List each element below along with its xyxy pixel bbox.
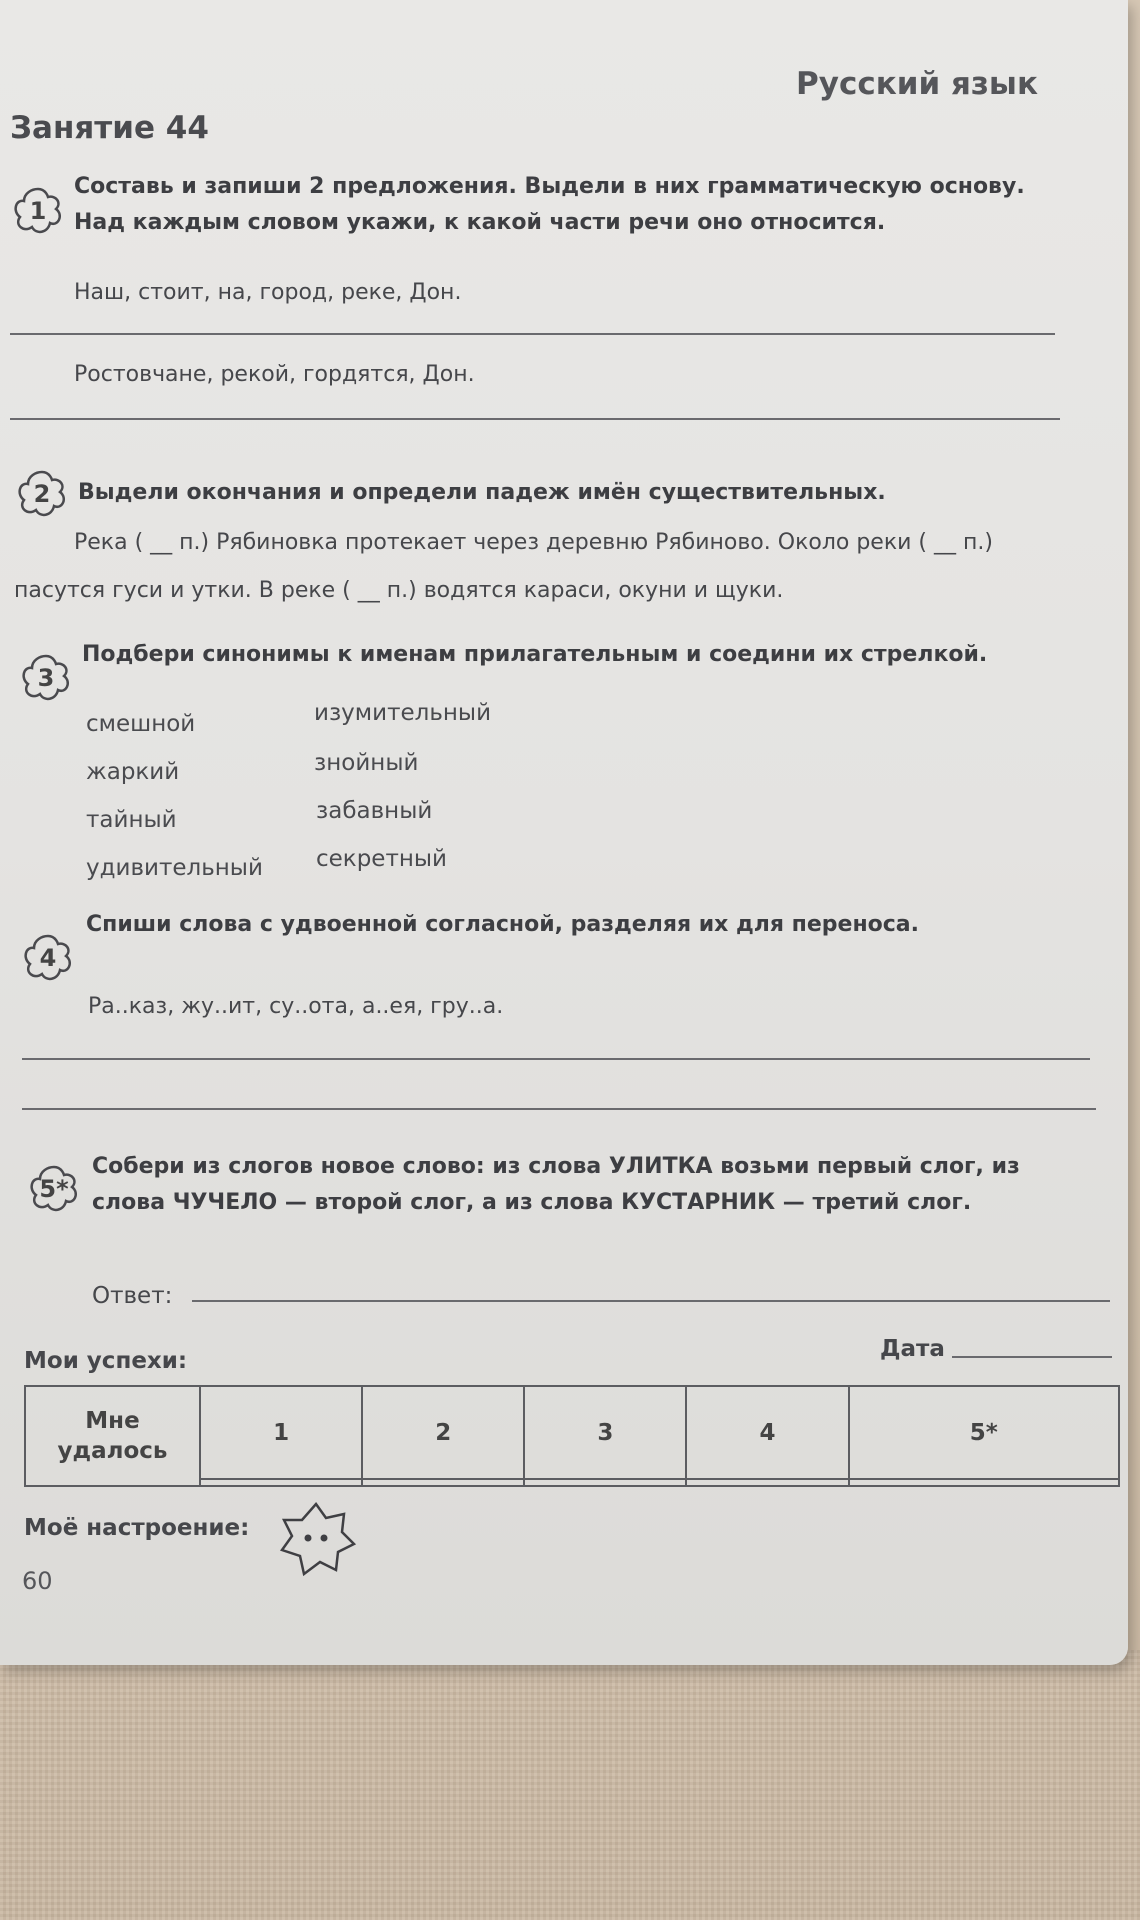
task-number: 4 [39, 944, 57, 972]
task-1-words-2: Ростовчане, рекой, гордятся, Дон. [74, 362, 475, 387]
task-4-words: Ра..каз, жу..ит, су..ота, а..ея, гру..а. [88, 994, 504, 1019]
task-2-title: Выдели окончания и определи падеж имён существительных. [78, 480, 886, 505]
task-3-title: Подбери синонимы к именам прилагательным и соедини их стрелкой. [82, 642, 988, 667]
task-number-badge [20, 932, 76, 984]
column-header-2: 2 [362, 1386, 524, 1479]
answer-line[interactable] [10, 333, 1055, 335]
subject-title: Русский язык [796, 66, 1038, 102]
task-number: 5* [39, 1175, 69, 1203]
answer-line[interactable] [22, 1108, 1096, 1110]
adjective-left-1[interactable]: смешной [86, 711, 196, 737]
column-header-1: 1 [200, 1386, 362, 1479]
answer-label: Ответ: [92, 1283, 173, 1309]
progress-label: Мои успехи: [24, 1348, 188, 1374]
progress-row-label [25, 1386, 200, 1486]
adjective-left-3[interactable]: тайный [86, 807, 177, 833]
progress-cell-5[interactable] [849, 1479, 1119, 1486]
adjective-left-4[interactable]: удивительный [86, 855, 263, 881]
task-number: 3 [37, 664, 55, 692]
column-header-5: 5* [849, 1386, 1119, 1479]
task-4-title: Спиши слова с удвоенной согласной, разделяя их для переноса. [86, 912, 920, 937]
page-number: 60 [22, 1567, 53, 1595]
row-label-line1: Мне [85, 1408, 140, 1434]
progress-table [24, 1385, 1120, 1487]
progress-cell-3[interactable] [524, 1479, 686, 1486]
task-1-title-line1: Составь и запиши 2 предложения. Выдели в них грамматическую основу. [74, 174, 1025, 199]
task-number: 2 [33, 480, 51, 508]
progress-cell-2[interactable] [362, 1479, 524, 1486]
task-1-title-line2: Над каждым словом укажи, к какой части речи оно относится. [74, 210, 886, 235]
date-field[interactable] [952, 1356, 1112, 1358]
task-number-badge [18, 652, 74, 704]
progress-cell-4[interactable] [686, 1479, 848, 1486]
mood-label: Моё настроение: [24, 1515, 250, 1541]
task-5-title-line2: слова ЧУЧЕЛО — второй слог, а из слова КУСТАРНИК — третий слог. [92, 1190, 972, 1215]
task-number-badge [26, 1163, 82, 1215]
synonym-right-4[interactable]: секретный [316, 846, 447, 872]
task-number-badge [10, 185, 66, 237]
task-2-text-line1: Река ( __ п.) Рябиновка протекает через деревню Рябиново. Около реки ( __ п.) [74, 530, 993, 555]
row-label-line2: удалось [57, 1438, 168, 1464]
synonym-right-2[interactable]: знойный [314, 750, 419, 776]
answer-line[interactable] [22, 1058, 1090, 1060]
task-5-title-line1: Собери из слогов новое слово: из слова УЛИТКА возьми первый слог, из [92, 1154, 1020, 1179]
task-number: 1 [29, 197, 47, 225]
synonym-right-1[interactable]: изумительный [314, 700, 492, 726]
task-1-words-1: Наш, стоит, на, город, реке, Дон. [74, 280, 462, 305]
tablecloth-background [0, 1650, 1140, 1920]
column-header-3: 3 [524, 1386, 686, 1479]
task-number-badge [14, 468, 70, 520]
column-header-4: 4 [686, 1386, 848, 1479]
synonym-right-3[interactable]: забавный [316, 798, 433, 824]
answer-line[interactable] [192, 1300, 1110, 1302]
lesson-title: Занятие 44 [10, 110, 209, 146]
task-2-text-line2: пасутся гуси и утки. В реке ( __ п.) водятся караси, окуни и щуки. [14, 578, 784, 603]
star-face-icon[interactable] [276, 1500, 356, 1578]
adjective-left-2[interactable]: жаркий [86, 759, 180, 785]
date-label: Дата [880, 1336, 945, 1362]
progress-cell-1[interactable] [200, 1479, 362, 1486]
answer-line[interactable] [10, 418, 1060, 420]
